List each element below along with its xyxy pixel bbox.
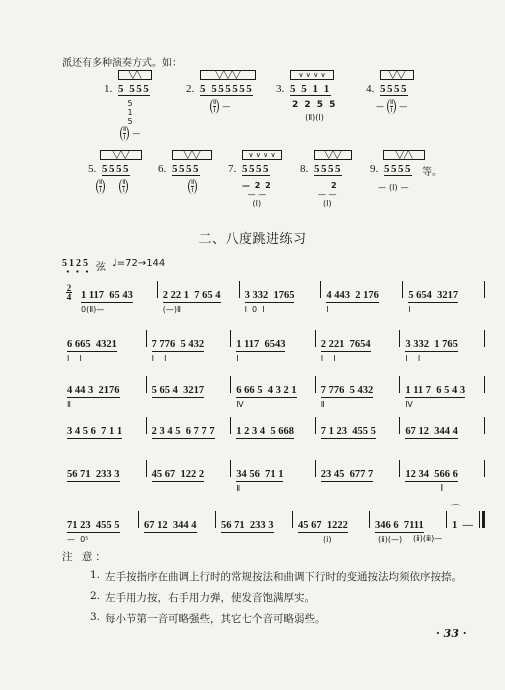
measure-notes: 67 12 344 4 — [144, 520, 197, 531]
measure-fingering: — 0⁵ — [67, 535, 89, 544]
measure-notes: 7 776 5 432 — [151, 339, 205, 350]
measure — [231, 378, 316, 410]
measure-fingering: Ⅰ Ⅰ — [405, 354, 421, 363]
note-text: 左手用力按，右手用力弹，使发音饱满厚实。 — [105, 592, 316, 604]
stacked-note: 1 — [127, 108, 133, 117]
final-measure — [413, 505, 485, 545]
example-annotation — [242, 181, 272, 208]
measure — [231, 462, 316, 494]
tuning-label: 弦 — [96, 262, 106, 273]
example-number: 9. — [370, 163, 379, 175]
measure-notes: 45 67 1222 — [298, 520, 348, 531]
example-4 — [366, 70, 446, 144]
notation-line-2 — [62, 332, 485, 364]
measure-notes: 67 12 344 4 — [405, 426, 458, 437]
measure — [293, 513, 370, 545]
measure-notes: 5 654 3217 — [408, 290, 459, 301]
measure-notes: 7 776 5 432 — [320, 385, 374, 396]
measure — [147, 419, 232, 451]
example-6 — [158, 150, 238, 224]
measure-notes: 2 3 4 5 6 7 7 7 — [151, 426, 215, 437]
measure-fingering: Ⅰ — [236, 354, 239, 363]
measure-notes: 56 71 233 3 — [221, 520, 274, 531]
stacked-note: 5 — [127, 117, 133, 126]
string-marks: (Ⅰ) — [252, 199, 262, 208]
measure-fingering: Ⅱ — [320, 400, 325, 409]
example-5 — [88, 150, 168, 224]
string-marker — [188, 179, 197, 194]
example-annotation — [120, 99, 140, 141]
measure-notes: 12 34 566 6 — [405, 469, 458, 480]
tempo-marking: ♩=72→144 — [112, 258, 166, 269]
string-marker — [120, 126, 129, 141]
string-marker-top: Ⅱ — [99, 178, 103, 186]
example-notes: 5555 — [380, 83, 408, 95]
measure-notes: 3 332 1 765 — [405, 339, 458, 350]
measure-fingering: (ⅰ) — [323, 535, 332, 544]
string-marker-top: Ⅱ — [191, 178, 195, 186]
stacked-notes: — 2 2 — [242, 181, 272, 190]
measure-fingering: (—)Ⅱ — [162, 305, 181, 314]
string-marker-bottom: Ⅰ — [191, 186, 194, 194]
rest-dash: — — [400, 183, 409, 192]
example-notes: 5555 — [172, 163, 200, 175]
key-tempo-line — [62, 258, 165, 273]
measure — [231, 332, 316, 364]
note-item-1 — [90, 569, 462, 584]
string-marker-bottom: Ⅰ — [99, 186, 102, 194]
measure — [216, 513, 293, 545]
measure — [316, 419, 401, 451]
example-suffix: 等。 — [422, 167, 442, 178]
string-marker-bottom: Ⅰ — [213, 106, 216, 114]
time-signature-top: 2 — [66, 283, 72, 293]
example-3 — [276, 70, 356, 144]
measure-notes: 1 11 7 6 5 4 3 — [405, 385, 466, 396]
measure-notes: 6 66 5 4 3 2 1 — [236, 385, 297, 396]
measure-notes: 346 6 7111 — [375, 520, 424, 531]
ornament-box: ╲╱╲╱╲╱ — [200, 70, 256, 80]
section-title: 二、八度跳进练习 — [198, 232, 307, 247]
measure-notes: 23 45 677 7 — [320, 469, 374, 480]
fingering-row — [96, 179, 128, 194]
measure-fingering: Ⅱ — [236, 484, 241, 493]
measure-fingering: Ⅳ — [236, 400, 244, 409]
measure — [62, 513, 139, 545]
string-marker-top: Ⅱ — [123, 125, 127, 133]
ornament-box: ╲╱╱╲ — [383, 150, 425, 160]
measure-fingering: Ⅰ — [440, 483, 444, 494]
measure-notes: 34 56 71 1 — [236, 469, 284, 480]
measure-notes: 2 22 1 7 65 4 — [162, 290, 221, 301]
note-item-2 — [90, 590, 315, 605]
measure — [400, 332, 485, 364]
example-9 — [370, 150, 460, 224]
measure — [400, 462, 485, 494]
stacked-notes: — — — [247, 190, 267, 199]
measure-fingering: Ⅳ — [405, 400, 413, 409]
measure-fingering: Ⅰ Ⅰ — [151, 354, 167, 363]
ornament-box: ╲╱╲╱ — [314, 150, 352, 160]
example-annotation — [378, 183, 409, 192]
example-number: 3. — [276, 83, 285, 95]
measure-notes: 5 65 4 3217 — [151, 385, 205, 396]
measure — [62, 332, 147, 364]
measure — [62, 419, 147, 451]
string-marker — [96, 179, 105, 194]
measure — [231, 419, 316, 451]
measure-fingering: (ⅱ)(ⅲ)— — [413, 534, 443, 543]
example-number: 1. — [104, 83, 113, 95]
measure — [400, 419, 485, 451]
notation-line-6 — [62, 505, 485, 545]
example-notes: 5 555 — [118, 83, 151, 95]
measure-fingering: 0(Ⅱ)— — [81, 305, 105, 314]
measure-fingering: Ⅰ Ⅰ — [320, 354, 336, 363]
example-annotation — [318, 181, 337, 208]
string-marks: (Ⅰ) — [322, 199, 332, 208]
string-marker-bottom: Ⅰ — [390, 106, 393, 114]
example-annotation — [188, 179, 197, 194]
fermata: ⌒ — [451, 505, 461, 515]
string-marker-bottom: Ⅰ — [123, 133, 126, 141]
example-annotation — [210, 99, 230, 114]
example-notes: 5555 — [384, 163, 412, 175]
string-marker — [119, 179, 128, 194]
note-text: 左手按指序在曲调上行时的常规按法和曲调下行时的变通按法均须依序按捺。 — [105, 571, 463, 583]
example-1 — [104, 70, 184, 144]
measure — [316, 462, 401, 494]
rest-dash: — — [399, 102, 408, 111]
example-notes: 5 5 1 1 — [290, 83, 331, 95]
stacked-notes: 2 2 5 5 — [292, 100, 337, 110]
measure-notes: 3 332 1765 — [244, 290, 295, 301]
notation-line-5 — [62, 462, 485, 494]
example-number: 2. — [186, 83, 195, 95]
string-marker — [210, 99, 219, 114]
example-number: 5. — [88, 163, 97, 175]
fingering-row — [210, 99, 230, 114]
example-number: 8. — [300, 163, 309, 175]
ornament-box: ∨ ∨ ∨ ∨ — [290, 70, 334, 80]
example-notes: 5555 — [102, 163, 130, 175]
measure-fingering: Ⅰ 0 Ⅰ — [244, 305, 265, 314]
example-2 — [186, 70, 266, 144]
stacked-notes: — — — [318, 190, 337, 199]
rest-dash: — — [378, 183, 386, 192]
measure — [400, 378, 485, 410]
measure — [147, 378, 232, 410]
measure-fingering: Ⅰ Ⅰ — [67, 354, 82, 363]
string-marker-top: Ⅱ — [213, 98, 217, 106]
note-number: 3. — [90, 611, 101, 623]
measure — [147, 332, 232, 364]
string-marker-top: Ⅱ — [122, 178, 126, 186]
ornament-box: ╲╱╲╱ — [172, 150, 212, 160]
measure-notes: 1 — — [452, 520, 473, 531]
notation-line-3 — [62, 378, 485, 410]
measure-notes: 4 443 2 176 — [326, 290, 379, 301]
measure-notes: 3 4 5 6 7 1 1 — [67, 426, 123, 437]
note-number: 2. — [90, 590, 101, 602]
measure-notes: 4 44 3 2176 — [67, 385, 120, 396]
example-number: 7. — [228, 163, 237, 175]
measure — [240, 283, 322, 315]
measure — [316, 378, 401, 410]
measure — [403, 283, 485, 315]
stacked-note: 5 — [127, 99, 133, 108]
ornament-box: ∨ ∨ ∨ ∨ — [242, 150, 282, 160]
string-marker-top: Ⅱ — [390, 98, 394, 106]
measure — [76, 283, 158, 315]
measure-notes: 1 117 6543 — [236, 339, 286, 350]
measure — [62, 462, 147, 494]
notes-heading: 注 意： — [62, 551, 109, 563]
measure-fingering: Ⅰ — [326, 305, 329, 314]
measure — [147, 462, 232, 494]
fingering-row — [378, 183, 409, 192]
measure — [62, 378, 147, 410]
example-8 — [300, 150, 380, 224]
measure-notes: 7 1 23 455 5 — [320, 426, 376, 437]
rest-dash: — — [132, 129, 141, 138]
note-text: 每小节第一音可略强些，其它七个音可略弱些。 — [105, 613, 326, 625]
example-number: 4. — [366, 83, 375, 95]
ornament-box: ╲╱╲╱ — [380, 70, 414, 80]
measure-notes: 6 665 4321 — [67, 339, 117, 350]
fingering-row — [376, 99, 407, 114]
ornament-box: ╲╱╲ — [118, 70, 152, 80]
note-number: 1. — [90, 569, 101, 581]
example-annotation — [96, 179, 128, 194]
measure-notes: 1 2 3 4 5 668 — [236, 426, 294, 437]
measure-notes: 2 221 7654 — [320, 339, 371, 350]
note-item-3 — [90, 611, 326, 626]
rest-dash: — — [222, 102, 231, 111]
measure-notes: 56 71 233 3 — [67, 469, 120, 480]
string-marker-bottom: Ⅰ — [122, 186, 125, 194]
intro-text: 派还有多种演奏方式。如： — [62, 58, 182, 69]
ornament-box: ╲╱╲╱ — [100, 150, 142, 160]
measure-notes: 45 67 122 2 — [151, 469, 205, 480]
time-signature-bottom: 4 — [66, 292, 72, 302]
measure — [316, 332, 401, 364]
time-signature — [62, 283, 76, 315]
measure-fingering: (ⅱ)(—) — [378, 535, 403, 544]
measure-notes: 71 23 455 5 — [67, 520, 120, 531]
example-number: 6. — [158, 163, 167, 175]
measure-fingering: Ⅱ — [67, 400, 71, 409]
measure-fingering: Ⅰ — [408, 305, 411, 314]
measure — [321, 283, 403, 315]
example-notes: 5555 — [314, 163, 342, 175]
tuning-notes: 5125 — [62, 258, 90, 273]
measure-notes: 1 117 65 43 — [81, 290, 133, 301]
example-annotation — [292, 101, 337, 122]
fingering-row — [120, 126, 140, 141]
string-marks: (Ⅰ) — [389, 183, 398, 192]
notation-line-1 — [62, 283, 485, 315]
string-marker — [387, 99, 396, 114]
measure — [158, 283, 240, 315]
stacked-notes: 2 — [330, 181, 337, 190]
measure — [139, 513, 216, 545]
example-notes: 5555 — [242, 163, 270, 175]
example-7 — [228, 150, 308, 224]
example-annotation — [376, 99, 407, 114]
string-marks: (Ⅱ)(Ⅰ) — [305, 113, 324, 122]
page-number: · 33 · — [436, 627, 467, 640]
example-notes: 5 555555 — [200, 83, 254, 95]
notation-line-4 — [62, 419, 485, 451]
rest-dash: — — [376, 102, 384, 111]
